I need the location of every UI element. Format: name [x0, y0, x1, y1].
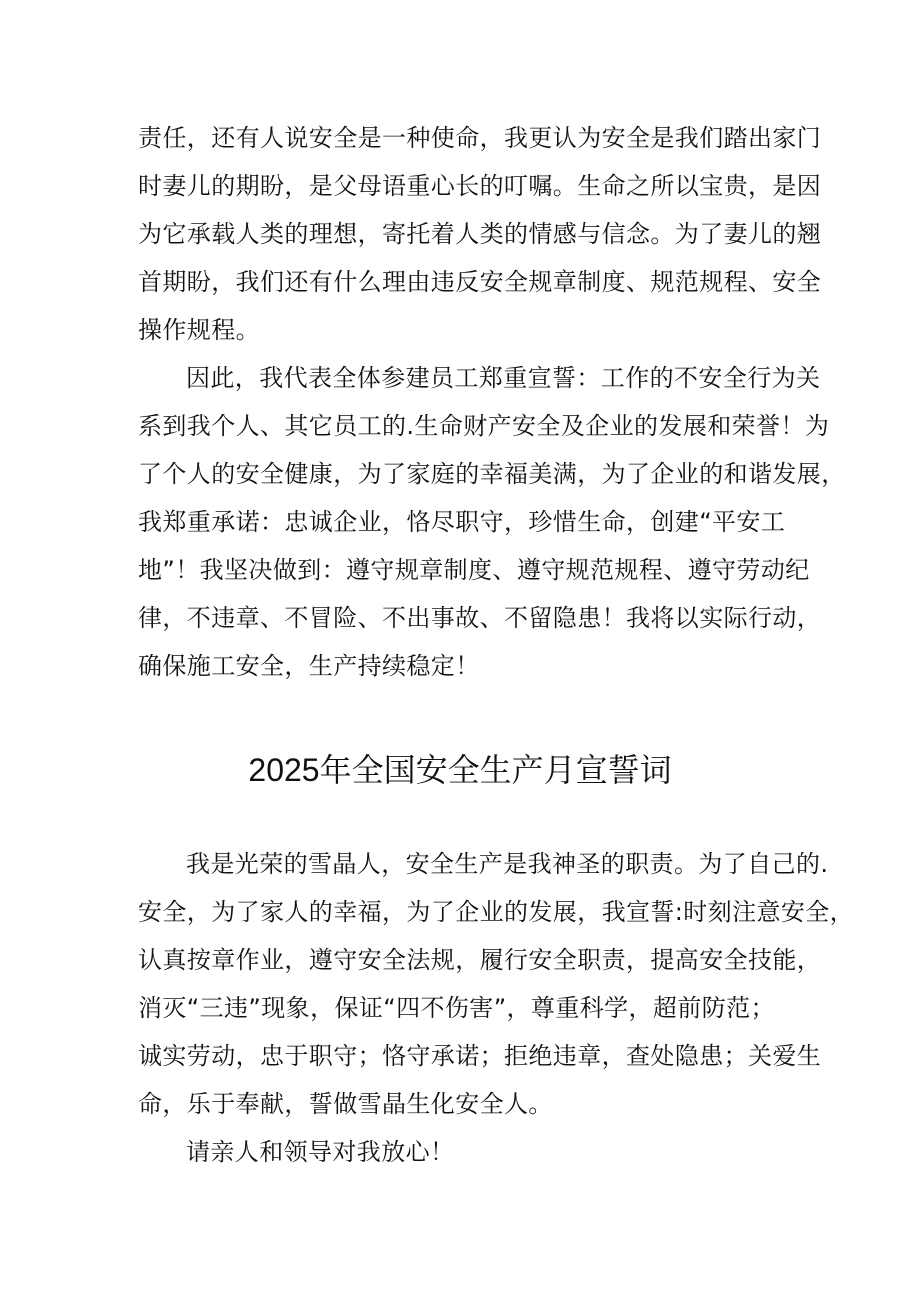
body-text-line: 请亲人和领导对我放心！ [186, 1138, 455, 1166]
body-text-line: 认真按章作业，遵守安全法规，履行安全职责，提高安全技能， [138, 946, 822, 974]
body-text-line: 安全，为了家人的幸福，为了企业的发展，我宣誓:时刻注意安全， [138, 898, 855, 926]
body-text-line: 操作规程。 [138, 316, 260, 344]
body-text-line: 律，不违章、不冒险、不出事故、不留隐患！我将以实际行动， [138, 604, 822, 632]
body-text-line: 为它承载人类的理想，寄托着人类的情感与信念。为了妻儿的翘 [138, 220, 822, 248]
body-text-line: 诚实劳动，忠于职守；恪守承诺；拒绝违章，查处隐患；关爱生 [138, 1042, 822, 1070]
body-text-line: 系到我个人、其它员工的.生命财产安全及企业的发展和荣誉！为 [138, 412, 830, 440]
body-text-line: 我是光荣的雪晶人，安全生产是我神圣的职责。为了自己的. [186, 850, 829, 878]
body-text-line: 命，乐于奉献，誓做雪晶生化安全人。 [138, 1090, 553, 1118]
body-text-line: 消灭“三违”现象，保证“四不伤害”，尊重科学，超前防范； [138, 994, 775, 1022]
body-text-line: 我郑重承诺：忠诚企业，恪尽职守，珍惜生命，创建“平安工 [138, 508, 786, 536]
body-text-line: 地”！我坚决做到：遵守规章制度、遵守规范规程、遵守劳动纪 [138, 556, 810, 584]
body-text-line: 责任，还有人说安全是一种使命，我更认为安全是我们踏出家门 [138, 124, 822, 152]
body-text-line: 确保施工安全，生产持续稳定！ [138, 652, 480, 680]
body-text-line: 首期盼，我们还有什么理由违反安全规章制度、规范规程、安全 [138, 268, 822, 296]
body-text-line: 了个人的安全健康，为了家庭的幸福美满，为了企业的和谐发展， [138, 460, 846, 488]
body-text-line: 时妻儿的期盼，是父母语重心长的叮嘱。生命之所以宝贵，是因 [138, 172, 822, 200]
section-title: 2025年全国安全生产月宣誓词 [248, 752, 672, 788]
body-text-line: 因此，我代表全体参建员工郑重宣誓：工作的不安全行为关 [186, 364, 821, 392]
